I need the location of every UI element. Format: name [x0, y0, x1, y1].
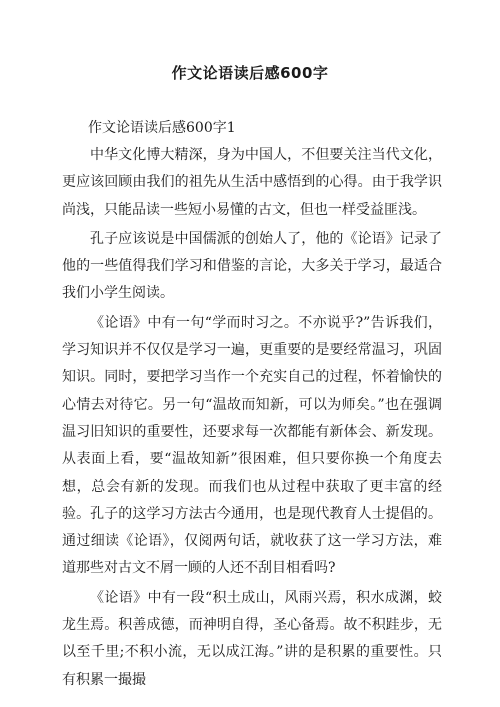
paragraph-3: 《论语》中有一句“学而时习之。不亦说乎?”告诉我们，学习知识并不仅仅是学习一遍，更重要的是要经常温习，巩固知识。同时，要把学习当作一个充实自己的过程，怀着愉快的心情去对待它。另一句“温故而知新，可以为师矣。”也在强调温习旧知识的重要性，还要求每一次都能有新体会、新发现。从表面上看，要“温故知新”很困难，但只要你换一个角度去想，总会有新的发现。而我们也从过程中获取了更丰富的经验。孔子的这学习方法古今通用，也是现代教育人士提倡的。通过细读《论语》，仅阅两句话，就收获了这一学习方法，难道那些对古文不屑一顾的人还不刮目相看吗?: [62, 314, 442, 577]
paragraph-1: 中华文化博大精深，身为中国人，不但要关注当代文化，更应该回顾由我们的祖先从生活中感悟到的心得。由于我学识尚浅，只能品读一些短小易懂的古文，但也一样受益匪浅。: [62, 147, 442, 218]
document-body: [62, 142, 442, 696]
paragraph-4: 《论语》中有一段“积土成山，风雨兴焉，积水成渊，蛟龙生焉。积善成德，而神明自得，圣心备焉。故不积跬步，无以至千里;不积小流，无以成江海。”讲的是积累的重要性。只有积累一撮撮: [62, 589, 442, 688]
section-heading: 作文论语读后感600字1: [88, 120, 236, 136]
paragraph-2: 孔子应该说是中国儒派的创始人了，他的《论语》记录了他的一些值得我们学习和借鉴的言论，大多关于学习，最适合我们小学生阅读。: [62, 230, 442, 302]
document-title: 作文论语读后感600字: [171, 64, 329, 82]
